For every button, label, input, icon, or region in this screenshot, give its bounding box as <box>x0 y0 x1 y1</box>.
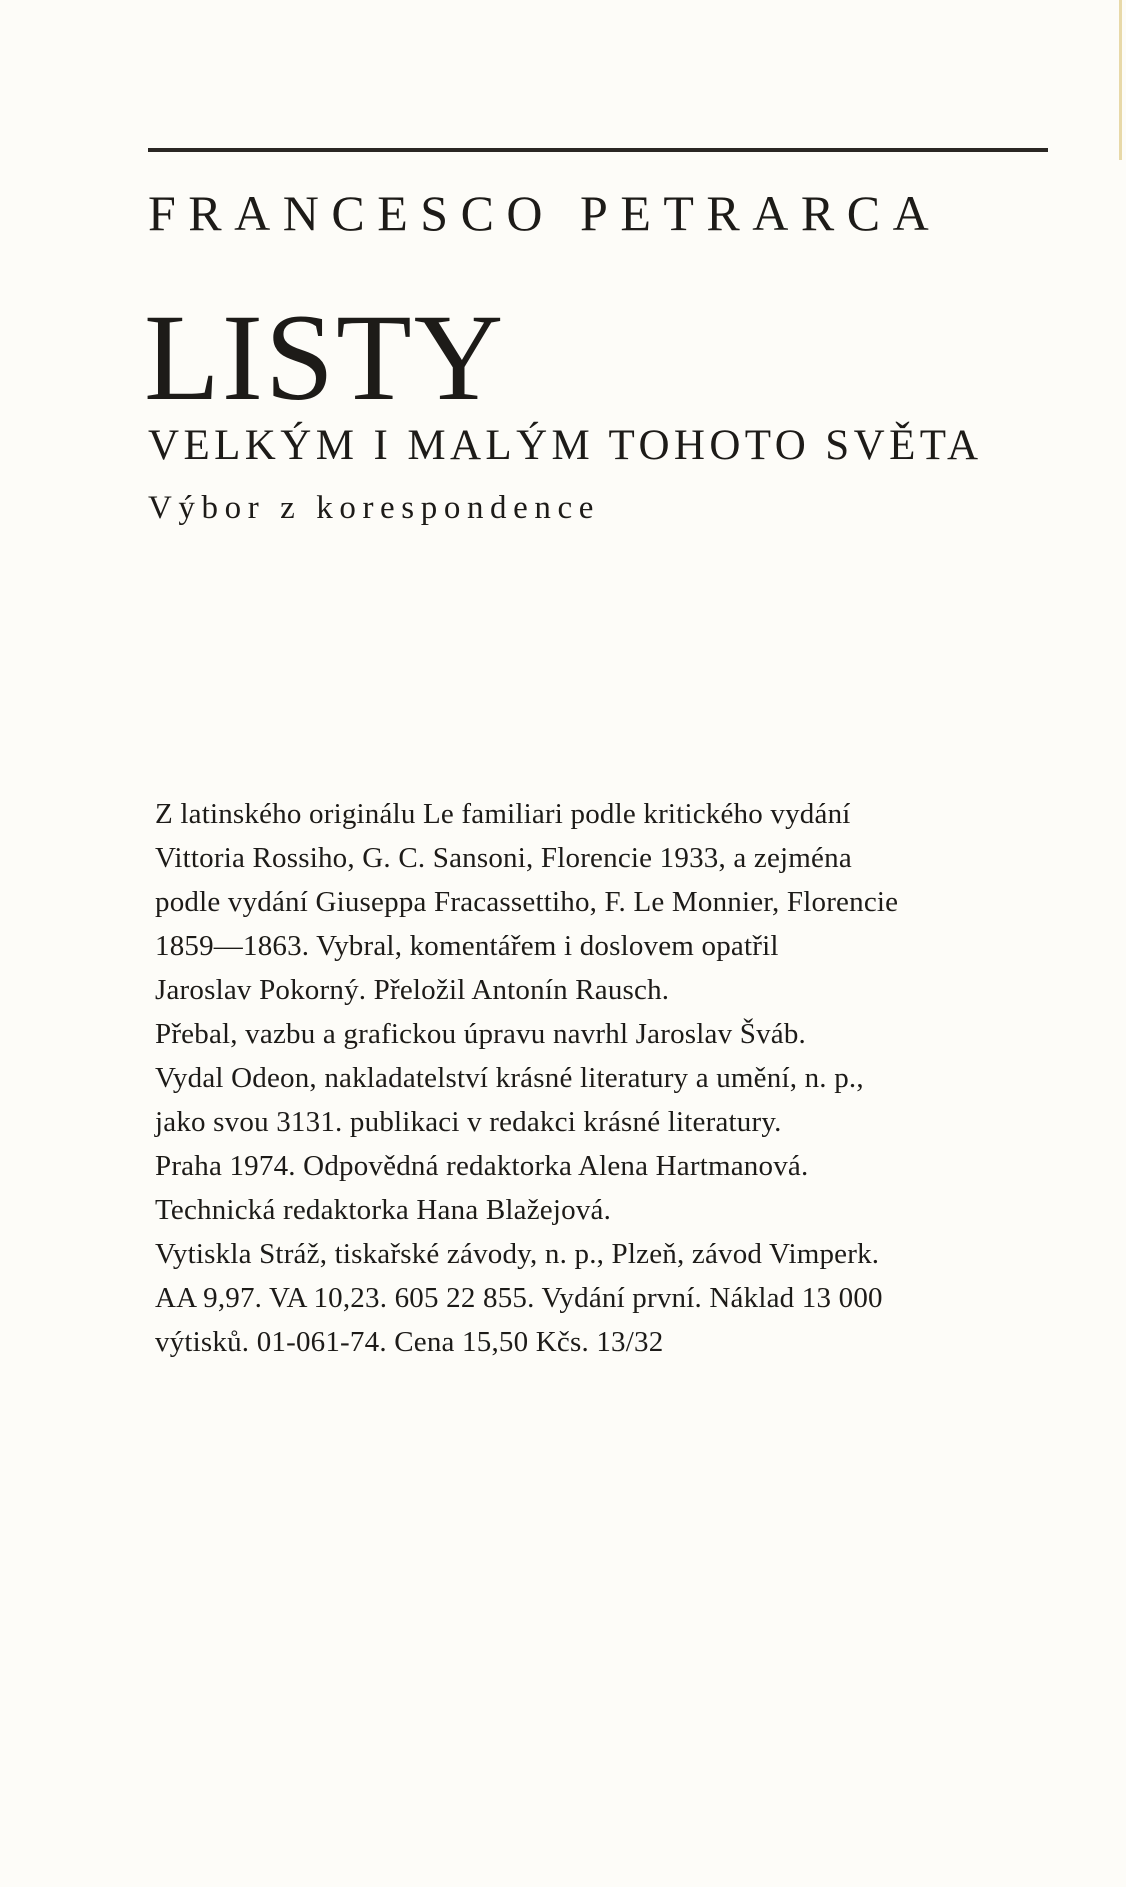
imprint-line: Vittoria Rossiho, G. C. Sansoni, Florencie 1933, a zejména <box>155 842 852 874</box>
imprint-line: Jaroslav Pokorný. Přeložil Antonín Rausch. <box>155 974 670 1006</box>
imprint-line: 1859—1863. Vybral, komentářem i doslovem opatřil <box>155 930 779 962</box>
imprint-line: Vytiskla Stráž, tiskařské závody, n. p., Plzeň, závod Vimperk. <box>155 1238 880 1270</box>
selection-note: Výbor z korespondence <box>148 490 600 526</box>
book-title: LISTY <box>144 289 506 426</box>
imprint-line: Vydal Odeon, nakladatelství krásné literatury a umění, n. p., <box>155 1062 864 1094</box>
imprint-line: Z latinského originálu Le familiari podle kritického vydání <box>155 798 851 830</box>
imprint-line: jako svou 3131. publikaci v redakci krásné literatury. <box>155 1106 782 1138</box>
top-rule <box>148 148 1048 152</box>
page-edge-strip <box>1119 0 1122 160</box>
author-name: FRANCESCO PETRARCA <box>148 185 942 241</box>
imprint-line: Přebal, vazbu a grafickou úpravu navrhl Jaroslav Šváb. <box>155 1018 807 1050</box>
imprint-block <box>155 792 898 1364</box>
imprint-line: výtisků. 01-061-74. Cena 15,50 Kčs. 13/32 <box>155 1326 664 1358</box>
imprint-line: podle vydání Giuseppa Fracassettiho, F. Le Monnier, Florencie <box>155 886 899 918</box>
book-subtitle: VELKÝM I MALÝM TOHOTO SVĚTA <box>148 422 983 469</box>
imprint-line: AA 9,97. VA 10,23. 605 22 855. Vydání první. Náklad 13 000 <box>155 1282 883 1314</box>
imprint-line: Praha 1974. Odpovědná redaktorka Alena Hartmanová. <box>155 1150 809 1182</box>
imprint-line: Technická redaktorka Hana Blažejová. <box>155 1194 612 1226</box>
